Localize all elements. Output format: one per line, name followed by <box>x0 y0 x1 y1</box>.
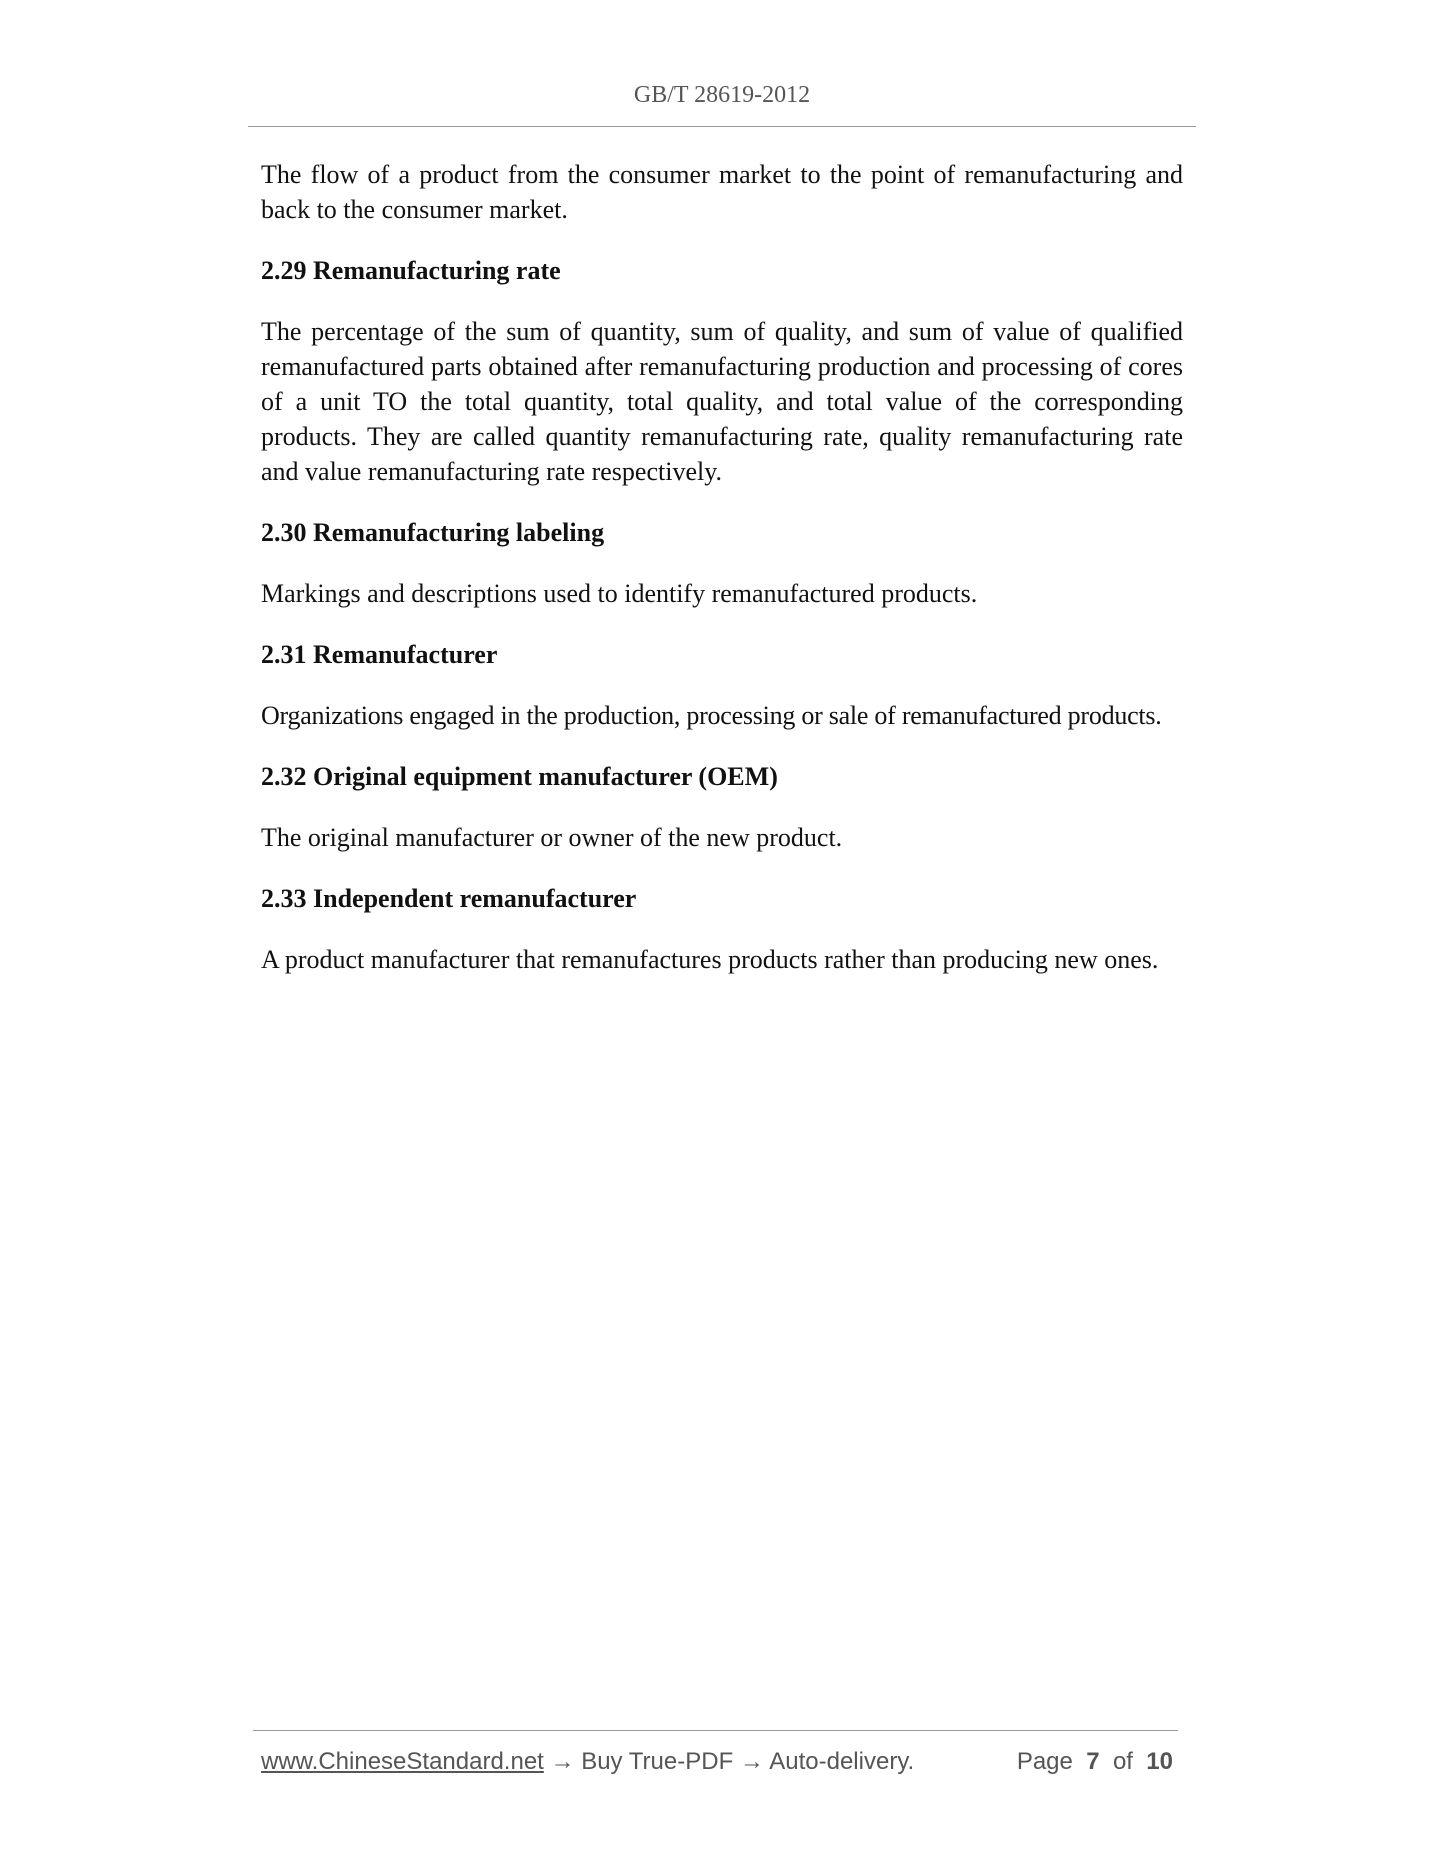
auto-delivery-text: Auto-delivery. <box>769 1748 915 1775</box>
section-heading-2-32: 2.32 Original equipment manufacturer (OEM) <box>261 762 778 791</box>
page-of-label: of <box>1112 1748 1133 1775</box>
section-heading-2-30: 2.30 Remanufacturing labeling <box>261 518 605 547</box>
section-body-2-29: The percentage of the sum of quantity, sum of quality, and sum of value of qualified remanufactured parts obtained after remanufacturing production and processing of cores of a unit TO the total quantity, total quality, and total value of the corresponding products. They are called quantity remanufacturing rate, quality remanufacturing rate and value remanufacturing rate respectively. <box>261 317 1183 486</box>
footer-promo <box>261 1747 914 1777</box>
section-body-2-30: Markings and descriptions used to identify remanufactured products. <box>261 579 978 608</box>
website-link[interactable]: www.ChineseStandard.net <box>261 1748 544 1775</box>
section-body-2-33: A product manufacturer that remanufactures products rather than producing new ones. <box>261 945 1159 974</box>
intro-paragraph: The flow of a product from the consumer market to the point of remanufacturing and back to the consumer market. <box>261 160 1183 224</box>
arrow-right-icon: → <box>543 1748 582 1775</box>
running-header: GB/T 28619-2012 <box>633 82 811 108</box>
document-body <box>261 157 1183 1003</box>
total-pages-number: 10 <box>1146 1748 1173 1775</box>
header-divider <box>248 126 1196 127</box>
section-body-2-31: Organizations engaged in the production, processing or sale of remanufactured products. <box>261 701 1162 730</box>
buy-pdf-text: Buy True-PDF <box>581 1748 734 1775</box>
current-page-number: 7 <box>1086 1748 1100 1775</box>
page-indicator <box>1017 1747 1173 1777</box>
footer-divider <box>253 1730 1178 1731</box>
section-heading-2-31: 2.31 Remanufacturer <box>261 640 498 669</box>
section-heading-2-33: 2.33 Independent remanufacturer <box>261 884 637 913</box>
page-label: Page <box>1016 1748 1073 1775</box>
section-body-2-32: The original manufacturer or owner of the new product. <box>261 823 843 852</box>
section-heading-2-29: 2.29 Remanufacturing rate <box>261 256 561 285</box>
arrow-right-icon: → <box>733 1748 770 1775</box>
